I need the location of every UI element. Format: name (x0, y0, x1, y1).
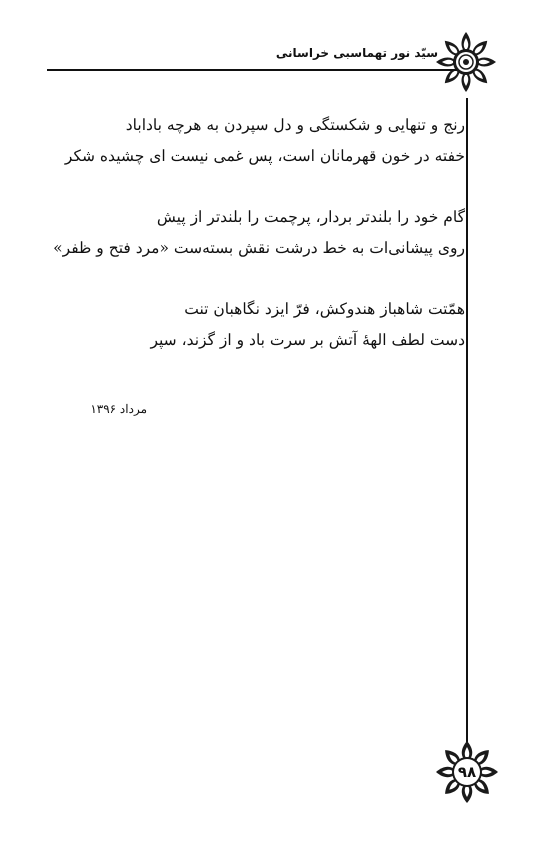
verse-line: گام خود را بلندتر بردار، پرچمت را بلندتر از پیش (156, 208, 465, 226)
page-number-rosette (435, 740, 499, 804)
stanza (45, 294, 465, 356)
verse-line: خفته در خون قهرمانان است، پس غمی نیست ای چشیده شکر (64, 147, 465, 165)
poem-date: مرداد ۱۳۹۶ (90, 402, 147, 416)
verse-line: رنج و تنهایی و شکستگی و دل سپردن به هرچه باداباد (125, 116, 465, 134)
stanza (45, 110, 465, 172)
header-divider (47, 69, 457, 71)
verse-line: روی پیشانی‌ات به خط درشت نقش بسته‌ست «مرد فتح و ظفر» (53, 239, 465, 257)
verse-line: دست لطف الههٔ آتش بر سرت باد و از گزند، سپر (150, 331, 465, 349)
verse-line: همّتت شاهباز هندوکش، فرّ ایزد نگاهبان تنت (184, 300, 465, 318)
header-author-title: سیّد نور تهماسبی خراسانی (275, 46, 438, 60)
stanza (45, 202, 465, 264)
margin-vertical-rule (466, 98, 468, 743)
rosette-ornament-icon (434, 30, 498, 94)
poem-body (45, 110, 465, 386)
page-number: ۹۸ (457, 763, 477, 781)
